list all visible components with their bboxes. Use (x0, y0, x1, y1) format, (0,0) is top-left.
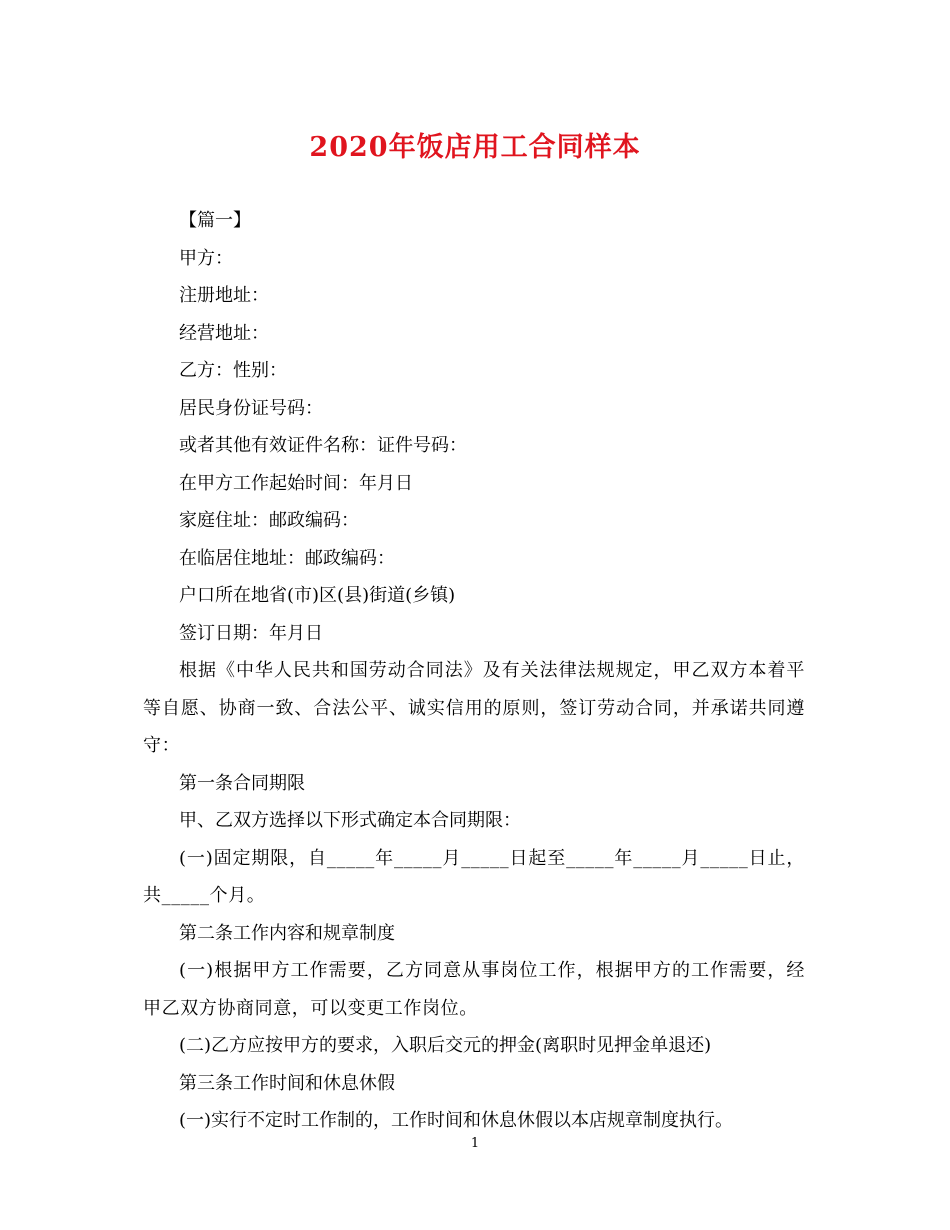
article-2-clause-1: (一)根据甲方工作需要，乙方同意从事岗位工作，根据甲方的工作需要，经甲乙双方协商同意，可以变更工作岗位。 (143, 960, 805, 1019)
signing-date-line: 签订日期：年月日 (179, 622, 323, 644)
home-address-line: 家庭住址：邮政编码： (179, 510, 359, 531)
id-number-line: 居民身份证号码： (179, 397, 323, 419)
article-3-clause-1: (一)实行不定时工作制的，工作时间和休息休假以本店规章制度执行。 (179, 1110, 734, 1131)
business-address-line: 经营地址： (179, 322, 269, 344)
temp-address-line: 在临居住地址：邮政编码： (179, 547, 395, 569)
article-1-clause-1: (一)固定期限，自_____年_____月_____日起至_____年_____月_____日止，共_____个月。 (143, 847, 805, 906)
household-registration-line: 户口所在地省(市)区(县)街道(乡镇) (179, 585, 456, 606)
other-id-line: 或者其他有效证件名称：证件号码： (179, 435, 467, 456)
page-number: 1 (470, 1136, 480, 1151)
document-title: 2020年饭店用工合同样本 (309, 132, 641, 163)
registered-address-line: 注册地址： (179, 285, 269, 306)
party-a-line: 甲方： (179, 247, 233, 269)
section-heading: 【篇一】 (179, 210, 251, 231)
article-2-clause-2: (二)乙方应按甲方的要求，入职后交元的押金(离职时见押金单退还) (179, 1035, 712, 1056)
article-3-heading: 第三条工作时间和休息休假 (179, 1072, 395, 1094)
preamble-paragraph: 根据《中华人民共和国劳动合同法》及有关法律法规规定，甲乙双方本着平等自愿、协商一致、合法公平、诚实信用的原则，签订劳动合同，并承诺共同遵守： (143, 660, 805, 756)
article-2-heading: 第二条工作内容和规章制度 (179, 922, 395, 944)
start-date-line: 在甲方工作起始时间：年月日 (179, 472, 413, 494)
article-1-intro: 甲、乙双方选择以下形式确定本合同期限： (179, 810, 521, 831)
party-b-line: 乙方：性别： (179, 360, 287, 381)
article-1-heading: 第一条合同期限 (179, 772, 305, 794)
document-body (143, 202, 805, 1140)
